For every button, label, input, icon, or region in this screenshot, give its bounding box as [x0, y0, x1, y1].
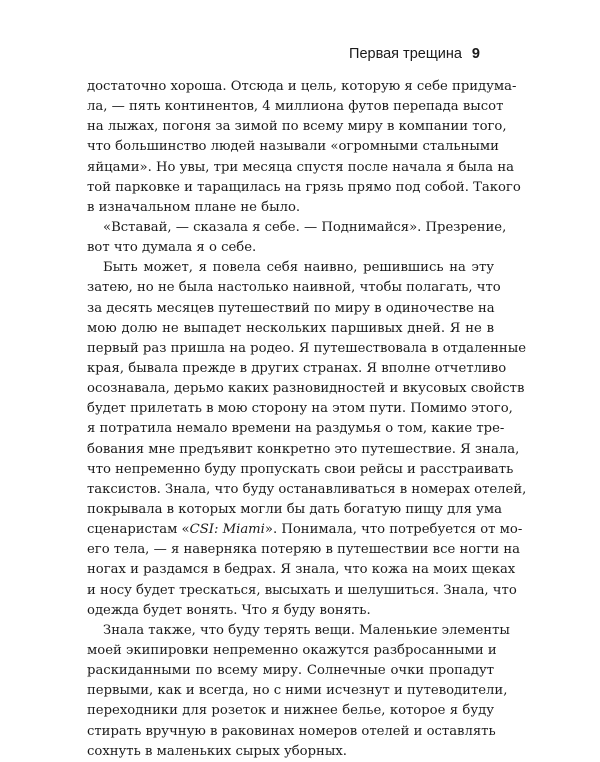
chapter-title: Первая трещина	[349, 46, 462, 62]
text-line: его тела, — я наверняка потеряю в путешествии все ногти на	[87, 542, 521, 558]
text-line: яйцами». Но увы, три месяца спустя после начала я была на	[87, 159, 514, 175]
text-line: таксистов. Знала, что буду останавливаться в номерах отелей,	[87, 481, 527, 497]
text-line: первыми, как и всегда, но с ними исчезнут и путеводители,	[87, 683, 508, 699]
text-line: первый раз пришла на родео. Я путешествовала в отдаленные	[87, 340, 527, 356]
text-line: переходники для розеток и нижнее белье, которое я буду	[87, 703, 494, 719]
text-line: за десять месяцев путешествий по миру в одиночестве на	[87, 300, 495, 316]
text-line: ла, — пять континентов, 4 миллиона футов перепада высот	[87, 99, 504, 115]
running-header	[349, 46, 480, 62]
text-line: Знала также, что буду терять вещи. Маленькие элементы	[103, 622, 510, 638]
body-text	[87, 77, 527, 762]
text-line: что непременно буду пропускать свои рейсы и расстраивать	[87, 461, 514, 477]
text-line: «Вставай, — сказала я себе. — Поднимайся». Презрение,	[103, 219, 507, 235]
text-line: стирать вручную в раковинах номеров отелей и оставлять	[87, 723, 496, 739]
text-line-with-italic: сценаристам «CSI: Miami». Понимала, что потребуется от мо-	[87, 522, 523, 538]
text-line: сохнуть в маленьких сырых уборных.	[87, 743, 347, 759]
text-line: покрывала в которых могли бы дать богатую пищу для ума	[87, 501, 503, 517]
text-line: мою долю не выпадет нескольких паршивых дней. Я не в	[87, 320, 494, 336]
paragraph	[87, 258, 527, 621]
paragraph	[87, 77, 521, 218]
paragraph	[87, 218, 507, 258]
text-line: я потратила немало времени на раздумья о том, какие тре-	[87, 421, 505, 437]
text-line: моей экипировки непременно окажутся разбросанными и	[87, 642, 497, 658]
paragraph	[87, 621, 510, 762]
text-line: затею, но не была настолько наивной, чтобы полагать, что	[87, 280, 501, 296]
italic-title: CSI: Miami	[189, 522, 265, 538]
page-number: 9	[471, 46, 480, 62]
text-line: той парковке и таращилась на грязь прямо под собой. Такого	[87, 179, 521, 195]
text-line: Быть может, я повела себя наивно, решившись на эту	[103, 260, 494, 276]
text-line: и носу будет трескаться, высыхать и шелушиться. Знала, что	[87, 582, 517, 598]
text-line: на лыжах, погоня за зимой по всему миру в компании того,	[87, 119, 507, 135]
text-line: достаточно хороша. Отсюда и цель, которую я себе придума-	[87, 79, 517, 94]
text-line: в изначальном плане не было.	[87, 199, 301, 215]
text-line: края, бывала прежде в других странах. Я вполне отчетливо	[87, 360, 507, 376]
text-line: ногах и раздамся в бедрах. Я знала, что кожа на моих щеках	[87, 562, 516, 578]
text-line: бования мне предъявит конкретно это путешествие. Я знала,	[87, 441, 520, 457]
text-line: будет прилетать в мою сторону на этом пути. Помимо этого,	[87, 401, 513, 417]
text-line: что большинство людей называли «огромными стальными	[87, 139, 499, 155]
text-line: одежда будет вонять. Что я буду вонять.	[87, 602, 371, 618]
text-line: раскиданными по всему миру. Солнечные очки пропадут	[87, 663, 494, 679]
text-line: осознавала, дерьмо каких разновидностей и вкусовых свойств	[87, 381, 525, 397]
text-line: вот что думала я о себе.	[87, 240, 257, 256]
